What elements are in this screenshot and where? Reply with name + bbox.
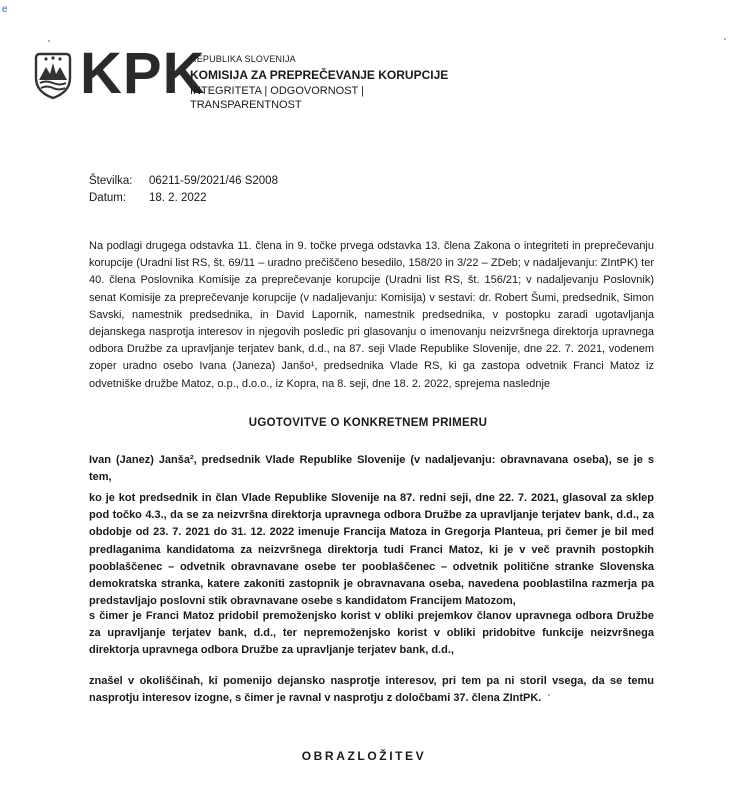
slovenia-coat-of-arms-icon: [33, 50, 73, 100]
number-label: Številka:: [89, 175, 133, 187]
findings-title: UGOTOVITVE O KONKRETNEM PRIMERU: [248, 417, 488, 429]
meta-date-row: [89, 190, 278, 207]
number-value: 06211-59/2021/46 S2008: [149, 175, 278, 187]
kpk-logo-text: KPK: [80, 41, 206, 106]
scan-speck: [724, 38, 726, 40]
date-value: 18. 2. 2022: [149, 192, 207, 204]
org-name: KOMISIJA ZA PREPREČEVANJE KORUPCIJE: [190, 68, 449, 82]
finding-paragraph-1: Ivan (Janez) Janša², predsednik Vlade Republike Slovenije (v nadaljevanju: obravnavana oseba), se je s tem,: [89, 454, 654, 484]
finding-paragraph-2: ko je kot predsednik in član Vlade Republike Slovenije na 87. redni seji, dne 22. 7. 2021, glasoval za sklep pod točko 4.3., da se za neizvršna direktorja upravnega odbora Družbe za upravljanje terjatev bank, d.d., za obdobje od 23. 7. 2021 do 31. 12. 2022 imenuje Francija Matoza in Gregorja Planteua, pri čemer je bil med predlaganima kandidatoma za neizvršnega direktorja tudi Franci Matoz, ki je v več pravnih postopkih pooblaščenec – odvetnik obravnavane osebe ter pooblaščenec – odvetnik politične stranke Slovenska demokratska stranka, katere zakoniti zastopnik je obravnavana oseba, navedena pooblastilna razmerja pa predstavljajo poslovni stik obravnavane osebe s kandidatom Francijem Matozom,: [89, 492, 654, 608]
reasoning-title: OBRAZLOŽITEV: [301, 749, 427, 763]
scan-speck: [548, 694, 550, 696]
letterhead: [30, 41, 450, 111]
org-block: [190, 52, 460, 112]
document-meta: [89, 173, 278, 207]
meta-number-row: [89, 173, 278, 190]
intro-paragraph: Na podlagi drugega odstavka 11. člena in 9. točke prvega odstavka 13. člena Zakona o integriteti in preprečevanju korupcije (Uradni list RS, št. 69/11 – uradno prečiščeno besedilo, 158/20 in 3/22 – ZDeb; v nadaljevanju: ZIntPK) ter 40. člena Poslovnika Komisije za preprečevanje korupcije (Uradni list RS, št. 156/21; v nadaljevanju Poslovnik) senat Komisije za preprečevanje korupcije (v nadaljevanju: Komisija) v sestavi: dr. Robert Šumi, predsednik, Simon Savski, namestnik predsednika, in David Lapornik, namestnik predsednika, v postopku zaradi ugotavljanja dejanskega nasprotja interesov in njegovih posledic pri glasovanju o imenovanju neizvršnega direktorja upravnega odbora Družbe za upravljanje terjatev bank, d.d., na 87. seji Vlade Republike Slovenije, dne 22. 7. 2021, vodenem zoper uradno osebo Ivana (Janeza) Janšo¹, predsednika Vlade RS, ki ga zastopa odvetnik Franci Matoz iz odvetniške družbe Matoz, o.p., d.o.o., iz Kopra, na 8. seji, dne 18. 2. 2022, sprejema naslednje: [89, 240, 654, 390]
date-label: Datum:: [89, 192, 127, 204]
org-motto: INTEGRITETA | ODGOVORNOST | TRANSPARENTNOST: [190, 85, 364, 111]
finding-paragraph-3: s čimer je Franci Matoz pridobil premoženjsko korist v obliki prejemkov članov upravnega odbora Družbe za upravljanje terjatev bank, d.d., ter nepremoženjsko korist v obliki pridobitve funkcije neizvršnega direktorja upravnega odbora Družbe za upravljanje terjatev bank, d.d.,: [89, 610, 654, 657]
finding-paragraph-4: znašel v okoliščinah, ki pomenijo dejansko nasprotje interesov, pri tem pa ni storil vsega, da se temu nasprotju interesov izogne, s čimer je ravnal v nasprotju z določbami 37. člena ZIntPK.: [89, 675, 654, 705]
corner-mark: e: [2, 4, 8, 15]
org-country: REPUBLIKA SLOVENIJA: [190, 54, 296, 64]
scan-speck: [48, 40, 50, 42]
